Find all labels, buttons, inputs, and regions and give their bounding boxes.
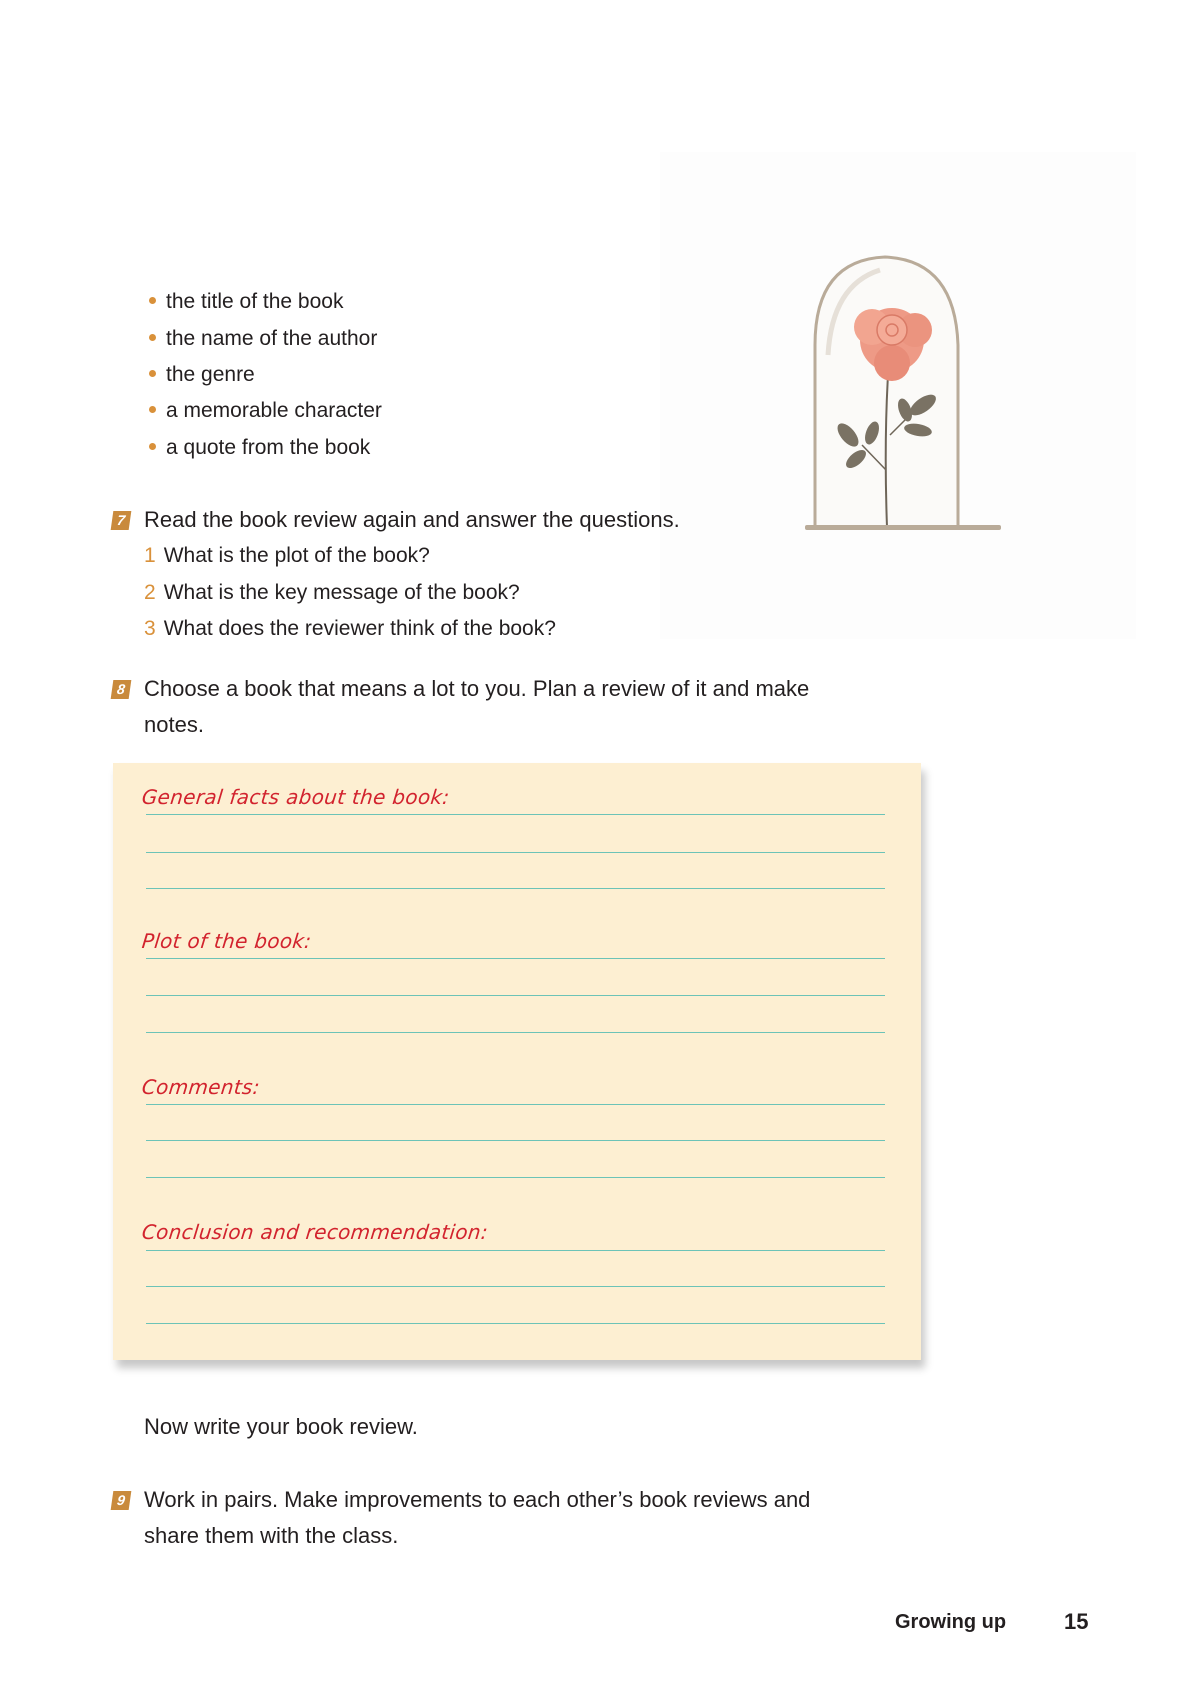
writing-line[interactable]: [146, 1286, 885, 1287]
question-number: 1: [144, 544, 156, 567]
bullet-item: [149, 399, 382, 423]
bullet-text: a memorable character: [166, 399, 382, 422]
bullet-dot-icon: [149, 406, 156, 413]
question-text: What is the plot of the book?: [163, 544, 430, 567]
bullet-item: [149, 436, 370, 460]
rose-in-glass-dome-icon: [780, 245, 1005, 535]
writing-line[interactable]: [146, 1032, 885, 1033]
bullet-item: [149, 327, 377, 351]
task-7-instruction: Read the book review again and answer the questions.: [144, 507, 680, 532]
writing-line[interactable]: [146, 995, 885, 996]
write-review-prompt: Now write your book review.: [144, 1414, 418, 1439]
writing-line[interactable]: [146, 852, 885, 853]
bullet-dot-icon: [149, 297, 156, 304]
section-label-comments: Comments:: [140, 1075, 262, 1099]
writing-line[interactable]: [146, 1323, 885, 1324]
task-9: [112, 1482, 852, 1554]
bullet-item: [149, 363, 255, 387]
writing-line[interactable]: [146, 1250, 885, 1251]
question-text: What does the reviewer think of the book?: [163, 617, 556, 640]
question-number: 3: [144, 617, 156, 640]
writing-line[interactable]: [146, 1177, 885, 1178]
writing-line[interactable]: [146, 958, 885, 959]
section-label-conclusion: Conclusion and recommendation:: [140, 1220, 490, 1244]
task-number-badge: 7: [111, 511, 132, 530]
writing-line[interactable]: [146, 814, 885, 815]
section-label-plot: Plot of the book:: [140, 929, 313, 953]
question-item: [144, 544, 430, 568]
task-8-instruction: Choose a book that means a lot to you. Plan a review of it and make notes.: [144, 676, 810, 737]
writing-line[interactable]: [146, 888, 885, 889]
notes-card: [113, 763, 921, 1360]
bullet-dot-icon: [149, 334, 156, 341]
task-9-instruction: Work in pairs. Make improvements to each other’s book reviews and share them with the class.: [144, 1487, 811, 1548]
task-7: [112, 502, 832, 538]
question-item: [144, 617, 556, 641]
writing-line[interactable]: [146, 1104, 885, 1105]
bullet-text: the title of the book: [166, 290, 344, 313]
unit-title: Growing up: [895, 1611, 1007, 1633]
bullet-text: a quote from the book: [166, 436, 371, 459]
page-number: 15: [1064, 1609, 1089, 1634]
task-number-badge: 8: [111, 680, 132, 699]
question-item: [144, 581, 520, 605]
bullet-text: the name of the author: [166, 327, 378, 350]
writing-line[interactable]: [146, 1140, 885, 1141]
task-8: [112, 671, 852, 743]
task-number-badge: 9: [111, 1491, 132, 1510]
question-number: 2: [144, 581, 156, 604]
bullet-dot-icon: [149, 370, 156, 377]
bullet-dot-icon: [149, 443, 156, 450]
section-label-general-facts: General facts about the book:: [140, 785, 451, 809]
bullet-text: the genre: [166, 363, 255, 386]
question-text: What is the key message of the book?: [163, 581, 520, 604]
bullet-item: [149, 290, 343, 314]
